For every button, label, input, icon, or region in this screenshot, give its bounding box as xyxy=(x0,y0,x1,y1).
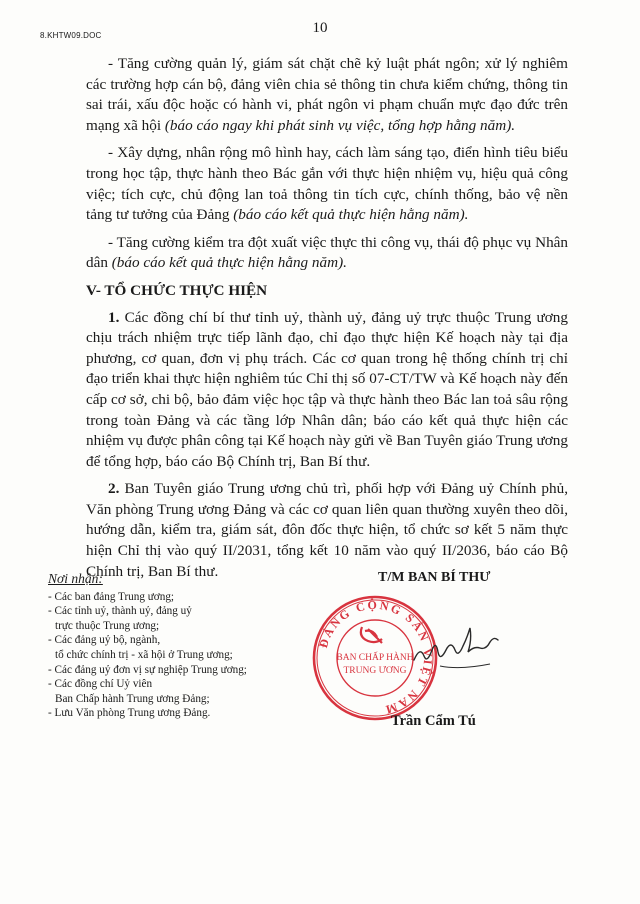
recipient-line: - Các tỉnh uỷ, thành uỷ, đảng uỷ xyxy=(48,605,192,618)
recipient-line: - Các ban đảng Trung ương; xyxy=(48,590,175,603)
recipient-line: - Lưu Văn phòng Trung ương Đảng. xyxy=(48,707,211,720)
item-number: 2. xyxy=(108,480,120,498)
recipient-line: trực thuộc Trung ương; xyxy=(55,619,160,632)
file-code: 8.KHTW09.DOC xyxy=(40,31,102,40)
hammer-sickle-icon xyxy=(361,627,382,643)
paragraph-discipline: - Tăng cường quản lý, giám sát chặt chẽ kỷ luật phát ngôn; xử lý nghiêm các trường hợp cán bộ, đảng viên chia sẻ thông tin chưa kiểm chứng, thông tin sai trái, xấu độc hoặc có hành vi, phát ngôn vi phạm chuẩn mực đạo đức trên mạng xã hội (báo cáo ngay khi phát sinh vụ việc, tổng hợp hằng năm). xyxy=(86,55,568,134)
recipient-line: - Các đồng chí Uỷ viên xyxy=(48,678,153,691)
seal-ring-text: ĐẢNG CỘNG SẢN VIỆT NAM xyxy=(316,597,436,718)
recipients-lines xyxy=(48,590,308,721)
seal-center-line1: BAN CHẤP HÀNH xyxy=(336,653,414,663)
recipients-title: Nơi nhận: xyxy=(48,571,103,586)
section-heading: V- TỔ CHỨC THỰC HIỆN xyxy=(86,281,268,299)
page-number: 10 xyxy=(312,20,328,36)
seal-center-line2: TRUNG ƯƠNG xyxy=(343,666,407,676)
signer-name: Trần Cẩm Tú xyxy=(391,713,476,729)
document-body xyxy=(86,54,568,589)
report-note: (báo cáo kết quả thực hiện hằng năm). xyxy=(233,206,469,224)
handwritten-signature xyxy=(410,626,520,676)
section-item-1: 1. Các đồng chí bí thư tỉnh uỷ, thành uỷ, đảng uỷ trực thuộc Trung ương chịu trách nhiệm trực tiếp lãnh đạo, chỉ đạo thực hiện Kế hoạch này tại địa phương, cơ quan, đơn vị phụ trách. Các cơ quan trong hệ thống chính trị chỉ đạo triển khai thực hiện nghiêm túc Chỉ thị số 07-CT/TW và Kế hoạch này đến cấp cơ sở, chi bộ, bảo đảm việc học tập và thực hành theo Bác lan toả sâu rộng trong toàn Đảng và các tầng lớp Nhân dân; báo cáo kết quả thực hiện các nhiệm vụ được phân công tại Kế hoạch này gửi về Ban Tuyên giáo Trung ương để tổng hợp, báo cáo Bộ Chính trị, Ban Bí thư. xyxy=(86,308,568,470)
item-number: 1. xyxy=(108,308,120,326)
recipient-line: Ban Chấp hành Trung ương Đảng; xyxy=(55,692,210,705)
section-item-2: 2. Ban Tuyên giáo Trung ương chủ trì, phối hợp với Đảng uỷ Chính phủ, Văn phòng Trung ương Đảng và các cơ quan liên quan thường xuyên theo dõi, hướng dẫn, kiểm tra, giám sát, đôn đốc thực hiện, tổ chức sơ kết 5 năm thực hiện Chỉ thị vào quý II/2031, tổng kết 10 năm vào quý II/2036, báo cáo Bộ Chính trị, Ban Bí thư. xyxy=(86,480,568,580)
recipient-line: - Các đảng uỷ đơn vị sự nghiệp Trung ương; xyxy=(48,663,247,676)
recipient-line: - Các đảng uỷ bộ, ngành, xyxy=(48,634,161,647)
paragraph-models: - Xây dựng, nhân rộng mô hình hay, cách làm sáng tạo, điển hình tiêu biểu trong học tập, thực hành theo Bác gắn với thực hiện nhiệm vụ, hiệu quả công việc; tích cực, chủ động lan toả thông tin tích cực, chính thống, bảo vệ nền tảng tư tưởng của Đảng (báo cáo kết quả thực hiện hằng năm). xyxy=(86,144,568,224)
paragraph-inspection: - Tăng cường kiểm tra đột xuất việc thực thi công vụ, thái độ phục vụ Nhân dân (báo cáo kết quả thực hiện hằng năm). xyxy=(86,233,568,272)
recipient-line: tổ chức chính trị - xã hội ở Trung ương; xyxy=(55,648,233,661)
recipients-list xyxy=(48,572,308,721)
report-note: (báo cáo ngay khi phát sinh vụ việc, tổng hợp hằng năm). xyxy=(164,116,516,134)
signature-title: T/M BAN BÍ THƯ xyxy=(378,570,491,585)
report-note: (báo cáo kết quả thực hiện hằng năm). xyxy=(111,254,347,272)
